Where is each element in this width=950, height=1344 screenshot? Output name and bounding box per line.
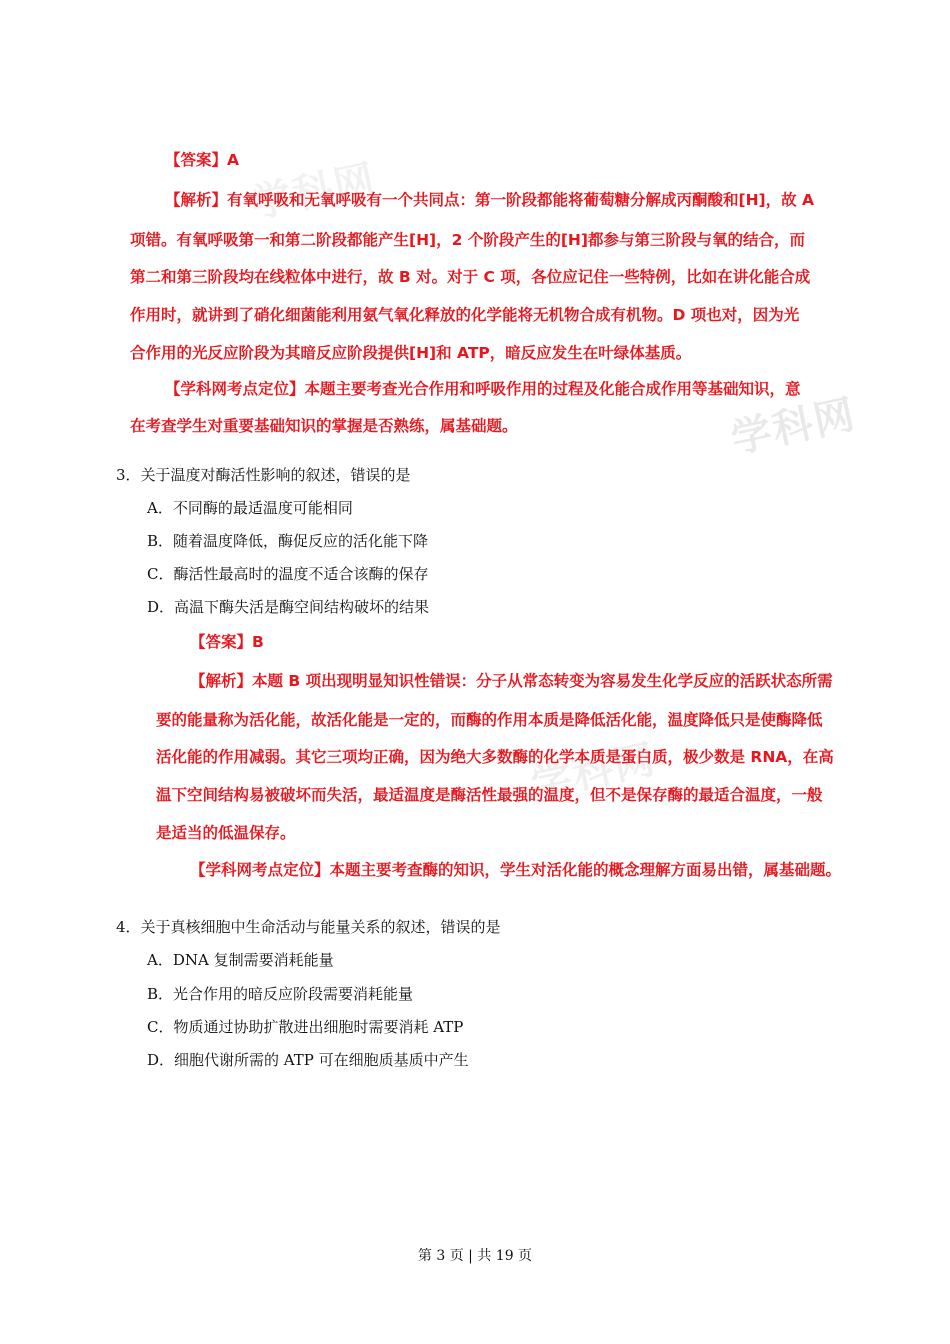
q4-option-a: A．DNA 复制需要消耗能量 xyxy=(147,951,334,969)
watermark: 学科网 xyxy=(727,391,861,463)
q3-option-a: A．不同酶的最适温度可能相同 xyxy=(147,499,353,517)
q4-stem: 4．关于真核细胞中生命活动与能量关系的叙述，错误的是 xyxy=(116,918,501,936)
q3-answer: 【答案】B xyxy=(190,633,264,651)
q4-option-d: D．细胞代谢所需的 ATP 可在细胞质基质中产生 xyxy=(147,1051,469,1069)
watermark: 学科网 xyxy=(527,736,661,808)
q3-position-line: 【学科网考点定位】本题主要考查酶的知识，学生对活化能的概念理解方面易出错，属基础题。 xyxy=(190,861,842,879)
q2-analysis-line: 项错。有氧呼吸第一和第二阶段都能产生[H]，2 个阶段产生的[H]都参与第三阶段与氧的结合，而 xyxy=(130,231,805,249)
q3-analysis-line: 【解析】本题 B 项出现明显知识性错误：分子从常态转变为容易发生化学反应的活跃状态所需 xyxy=(190,672,833,690)
q2-analysis-line: 作用时，就讲到了硝化细菌能利用氨气氧化释放的化学能将无机物合成有机物。D 项也对，因为光 xyxy=(130,306,800,324)
q2-position-line: 在考查学生对重要基础知识的掌握是否熟练，属基础题。 xyxy=(130,417,518,435)
q2-analysis-line: 第二和第三阶段均在线粒体中进行，故 B 对。对于 C 项，各位应记住一些特例，比如在讲化能合成 xyxy=(130,268,811,286)
q3-analysis-line: 温下空间结构易被破坏而失活，最适温度是酶活性最强的温度，但不是保存酶的最适合温度，一般 xyxy=(156,786,823,804)
q2-position-line: 【学科网考点定位】本题主要考查光合作用和呼吸作用的过程及化能合成作用等基础知识，意 xyxy=(165,380,801,398)
q3-option-d: D．高温下酶失活是酶空间结构破坏的结果 xyxy=(147,598,430,616)
q4-option-c: C．物质通过协助扩散进出细胞时需要消耗 ATP xyxy=(147,1018,464,1036)
q3-option-c: C．酶活性最高时的温度不适合该酶的保存 xyxy=(147,565,429,583)
q2-answer: 【答案】A xyxy=(165,151,239,169)
page-footer: 第 3 页 | 共 19 页 xyxy=(417,1248,533,1264)
q2-analysis-line: 合作用的光反应阶段为其暗反应阶段提供[H]和 ATP，暗反应发生在叶绿体基质。 xyxy=(130,344,692,362)
q3-analysis-line: 要的能量称为活化能，故活化能是一定的，而酶的作用本质是降低活化能，温度降低只是使酶降低 xyxy=(156,711,823,729)
q3-option-b: B．随着温度降低，酶促反应的活化能下降 xyxy=(147,532,429,550)
q4-option-b: B．光合作用的暗反应阶段需要消耗能量 xyxy=(147,985,414,1003)
q2-analysis-line: 【解析】有氧呼吸和无氧呼吸有一个共同点：第一阶段都能将葡萄糖分解成丙酮酸和[H]，故 A xyxy=(165,191,815,209)
watermark: 学科网 xyxy=(247,156,381,228)
q3-analysis-line: 活化能的作用减弱。其它三项均正确，因为绝大多数酶的化学本质是蛋白质，极少数是 RNA，在高 xyxy=(156,748,834,766)
q3-stem: 3．关于温度对酶活性影响的叙述，错误的是 xyxy=(116,466,411,484)
q3-analysis-line: 是适当的低温保存。 xyxy=(156,824,296,842)
